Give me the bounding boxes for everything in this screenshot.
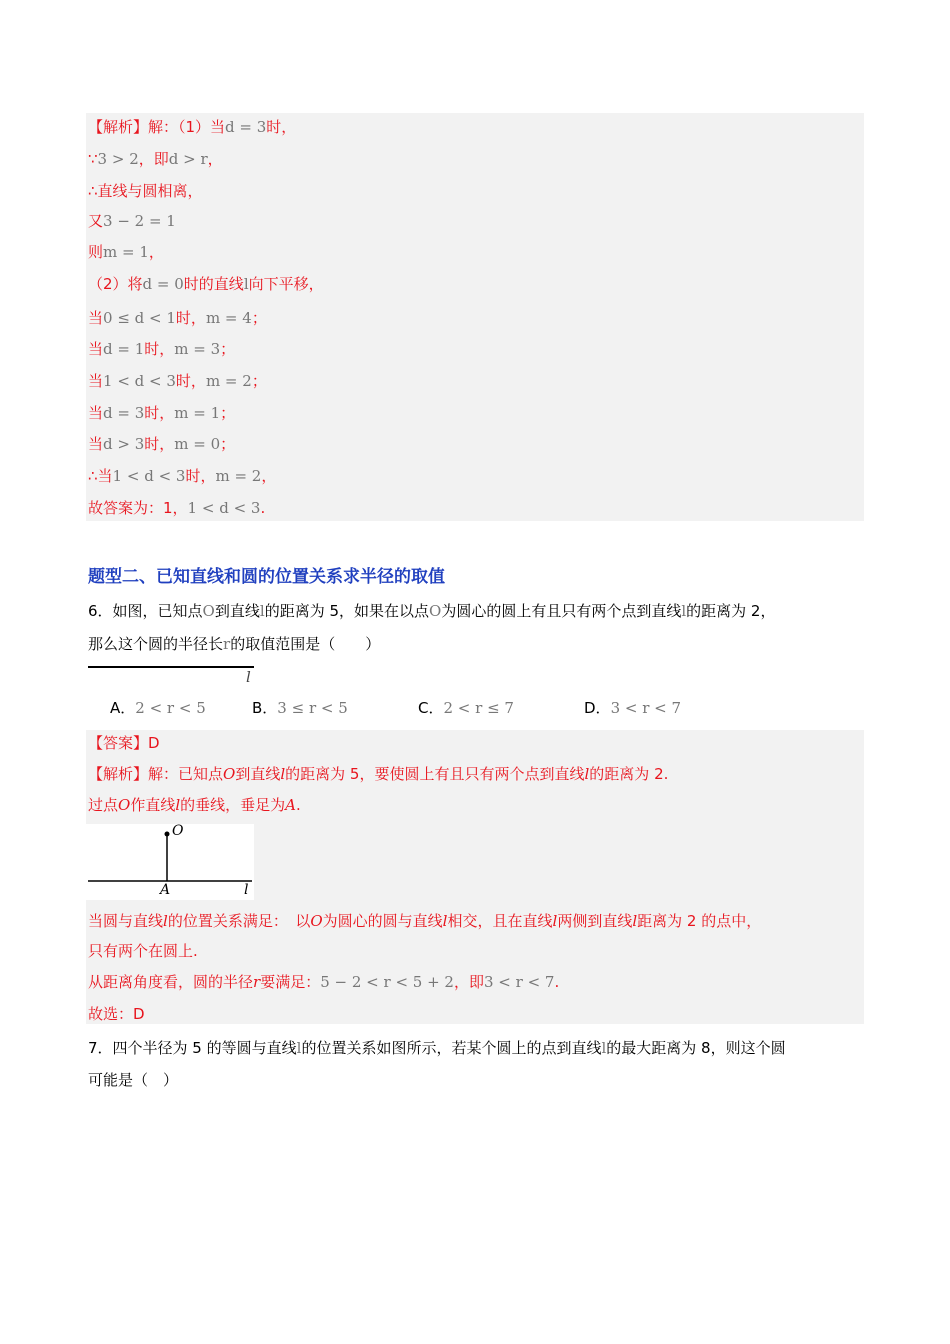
answer6-answer: 【答案】D (88, 734, 160, 752)
answer6-line-1: 【解析】解：已知点O到直线l的距离为 5，要使圆上有且只有两个点到直线l的距离为 2. (88, 765, 669, 783)
answer6-line-4: 只有两个在圆上. (88, 942, 198, 960)
sol5-line-8: 当d = 1时，m = 3； (88, 340, 236, 358)
q6-figure-line (88, 666, 254, 668)
sol5-line-13: 故答案为：1，1 < d < 3. (88, 499, 266, 517)
sol5-line-1: 【解析】解：（1）当d = 3时， (88, 118, 297, 136)
q7-line-2: 可能是（ ） (88, 1071, 179, 1089)
sol5-line-10: 当d = 3时，m = 1； (88, 404, 236, 422)
sol5-line-2: ∵3 > 2，即d > r， (88, 150, 223, 168)
sol5-line-6: （2）将d = 0时的直线l向下平移， (88, 275, 324, 293)
answer6-line-2: 过点O作直线l的垂线，垂足为A. (88, 796, 301, 814)
diagram-label-a: A (160, 882, 171, 898)
option-d[interactable]: D．3 < r < 7 (584, 699, 682, 717)
option-a[interactable]: A．2 < r < 5 (110, 699, 206, 717)
answer6-line-6: 故选：D (88, 1005, 145, 1023)
sol5-line-4: 又3 − 2 = 1 (88, 212, 176, 230)
diagram-point-o (165, 832, 170, 837)
option-c[interactable]: C．2 < r ≤ 7 (418, 699, 514, 717)
sol5-line-7: 当0 ≤ d < 1时，m = 4； (88, 309, 267, 327)
q6-line-1: 6．如图，已知点O到直线l的距离为 5，如果在以点O为圆心的圆上有且只有两个点到直线l的距离为 2， (88, 602, 776, 620)
q7-line-1: 7．四个半径为 5 的等圆与直线l的位置关系如图所示，若某个圆上的点到直线l的最大距离为 8，则这个圆 (88, 1039, 786, 1057)
section-heading: 题型二、已知直线和圆的位置关系求半径的取值 (88, 567, 445, 587)
q6-line-2: 那么这个圆的半径长r的取值范围是（ ） (88, 635, 381, 653)
answer6-line-5: 从距离角度看，圆的半径r要满足：5 − 2 < r < 5 + 2，即3 < r < 7. (88, 973, 560, 991)
answer6-figure (86, 824, 254, 900)
sol5-line-5: 则m = 1， (88, 243, 164, 261)
diagram-label-l: l (244, 882, 249, 898)
answer6-line-3: 当圆与直线l的位置关系满足： 以O为圆心的圆与直线l相交，且在直线l两侧到直线l距离为 2 的点中， (88, 912, 762, 930)
sol5-line-12: ∴当1 < d < 3时，m = 2， (88, 467, 277, 485)
sol5-line-3: ∴直线与圆相离， (88, 182, 203, 200)
q6-figure-label-l: l (246, 668, 251, 686)
sol5-line-11: 当d > 3时，m = 0； (88, 435, 236, 453)
sol5-line-9: 当1 < d < 3时，m = 2； (88, 372, 267, 390)
option-b[interactable]: B．3 ≤ r < 5 (252, 699, 348, 717)
diagram-label-o: O (172, 823, 184, 839)
